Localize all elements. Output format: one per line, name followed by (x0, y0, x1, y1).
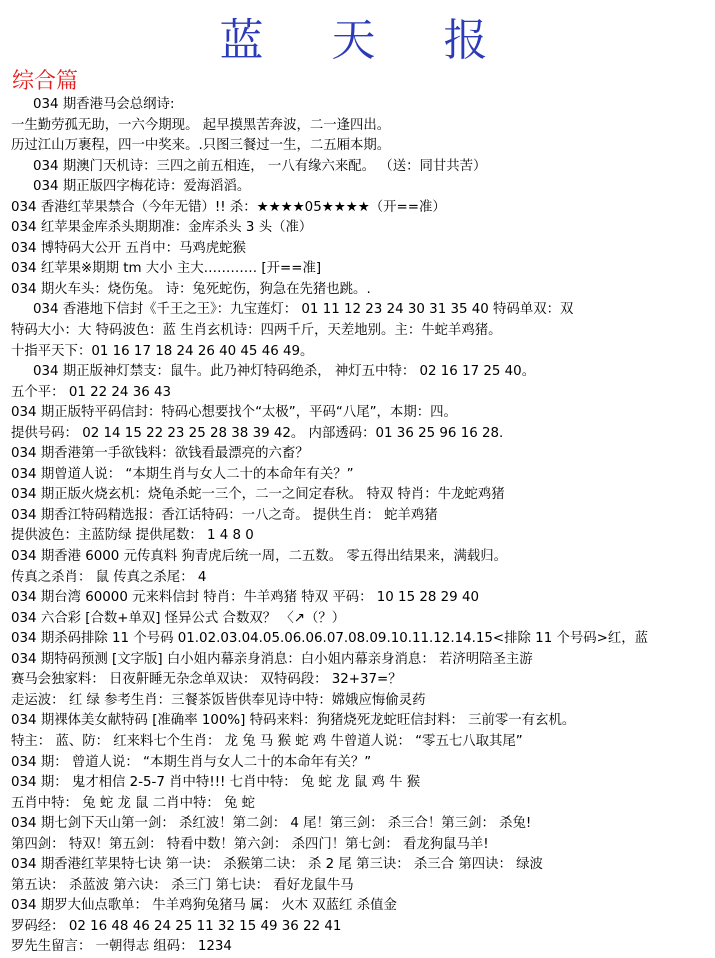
text-line: 034 期杀码排除 11 个号码 01.02.03.04.05.06.06.07.08.09.10.11.12.14.15<排除 11 个号码>红，蓝 (11, 631, 649, 647)
text-line: 034 期正版神灯禁支：鼠牛。此乃神灯特码绝杀， 神灯五中特： 02 16 17 25 40。 (33, 364, 536, 380)
text-line: 034 期香港马会总纲诗: (33, 97, 175, 112)
text-line: 034 期香港第一手欲钱料：欲钱看最漂亮的六畜？ (11, 446, 309, 462)
text-line: 034 期曾道人说： “本期生肖与女人二十的本命年有关？” (11, 466, 354, 482)
page-title: 蓝天报 (219, 15, 556, 66)
text-line: 034 期特码预测 [文字版] 白小姐内幕亲身消息：白小姐内幕亲身消息： 若济明陪圣主游 (11, 651, 533, 667)
text-line: 034 期正版火烧玄机：烧龟杀蛇一三个，二一之间定春秋。 特双 特肖：牛龙蛇鸡猪 (11, 487, 505, 503)
section-heading: 综合篇 (12, 69, 79, 94)
text-line: 赛马会独家料： 日夜鼾睡无杂念单双诀： 双特码段： 32+37=？ (11, 672, 402, 688)
text-line: 034 期火车头：烧伤兔。 诗：兔死蛇伤，狗急在先猪也跳。. (11, 281, 371, 297)
text-line: 五个平： 01 22 24 36 43 (11, 384, 172, 400)
text-line: 034 香港红苹果禁合（今年无错）!! 杀：★★★★05★★★★（开==准） (11, 199, 446, 215)
text-line: 034 期香港红苹果特七诀 第一诀： 杀猴第二诀： 杀 2 尾 第三诀： 杀三合 第四诀： 绿波 (11, 857, 543, 873)
text-line: 第四剑： 特双！第五剑： 特看中数！第六剑： 杀四门！第七剑： 看龙狗鼠马羊! (11, 836, 489, 852)
text-line: 034 红苹果金库杀头期期准：金库杀头 3 头（准） (11, 220, 313, 236)
text-line: 034 期台湾 60000 元来料信封 特肖：牛羊鸡猪 特双 平码： 10 15 28 29 40 (11, 590, 479, 606)
text-line: 034 期： 曾道人说： “本期生肖与女人二十的本命年有关？” (11, 754, 372, 770)
text-line: 034 期香江特码精选报：香江话特码：一八之奇。 提供生肖： 蛇羊鸡猪 (11, 507, 438, 523)
text-line: 034 期裸体美女献特码 [准确率 100%] 特码来料：狗猪烧死龙蛇旺信封料： 三前零一有玄机。 (11, 713, 576, 729)
text-line: 特主： 蓝、防： 红来料七个生肖： 龙 兔 马 猴 蛇 鸡 牛曾道人说： “零五七八取其尾” (11, 733, 523, 749)
text-line: 第五诀： 杀蓝波 第六诀： 杀三门 第七诀： 看好龙鼠牛马 (11, 877, 354, 893)
text-line: 提供波色：主蓝防绿 提供尾数： 1 4 8 0 (11, 528, 254, 544)
text-line: 历过江山万裹程，四一中奖来。.只图三餐过一生，二五厢本期。 (11, 138, 391, 154)
text-line: 034 期香港 6000 元传真料 狗青虎后统一周，二五数。 零五得出结果来，满载归。 (11, 549, 508, 565)
content-body (11, 95, 707, 958)
text-line: 034 期澳门天机诗：三四之前五相连， 一八有缘六来配。 （送：同甘共苦） (33, 158, 487, 174)
text-line: 提供号码： 02 14 15 22 23 25 28 38 39 42。 内部透码：01 36 25 96 16 28. (11, 425, 504, 441)
text-line: 034 期正版特平码信封：特码心想要找个“太极”，平码“八尾”，本期：四。 (11, 405, 457, 421)
text-line: 034 期七剑下天山第一剑： 杀红波！第二剑： 4 尾！第三剑： 杀三合！第三剑： 杀兔! (11, 816, 532, 832)
text-line: 034 红苹果※期期 tm 大小 主大………… [开==准] (11, 261, 322, 277)
text-line: 一生勤劳孤无助，一六今期现。 起早摸黑苦奔波，二一逢四出。 (11, 117, 391, 133)
text-line: 034 香港地下信封《千王之王》：九宝莲灯： 01 11 12 23 24 30 31 35 40 特码单双：双 (33, 302, 574, 318)
text-line: 特码大小：大 特码波色：蓝 生肖玄机诗：四两千斤，天差地别。主：牛蛇羊鸡猪。 (11, 323, 502, 339)
text-line: 034 期罗大仙点歌单： 牛羊鸡狗兔猪马 属： 火木 双蓝红 杀值金 (11, 898, 397, 914)
text-line: 五肖中特： 兔 蛇 龙 鼠 二肖中特： 兔 蛇 (11, 795, 256, 811)
text-line: 十指平天下：01 16 17 18 24 26 40 45 46 49。 (11, 343, 314, 359)
text-line: 034 博特码大公开 五肖中：马鸡虎蛇猴 (11, 240, 246, 256)
text-line: 罗码经： 02 16 48 46 24 25 11 32 15 49 36 22 41 (11, 918, 342, 934)
text-line: 034 期正版四字梅花诗：爱海滔滔。 (33, 179, 251, 195)
text-line: 034 期： 鬼才相信 2-5-7 肖中特!!! 七肖中特： 兔 蛇 龙 鼠 鸡 牛 猴 (11, 775, 421, 791)
text-line: 走运波： 红 绿 参考生肖：三餐茶饭皆供奉见诗中特：嫦娥应悔偷灵药 (11, 692, 426, 708)
text-line: 罗先生留言： 一朝得志 组码： 1234 (11, 939, 232, 955)
text-line: 传真之杀肖： 鼠 传真之杀尾： 4 (11, 569, 207, 585)
text-line: 034 六合彩 [合数+单双] 怪异公式 合数双？ 〈↗（？） (11, 610, 346, 626)
